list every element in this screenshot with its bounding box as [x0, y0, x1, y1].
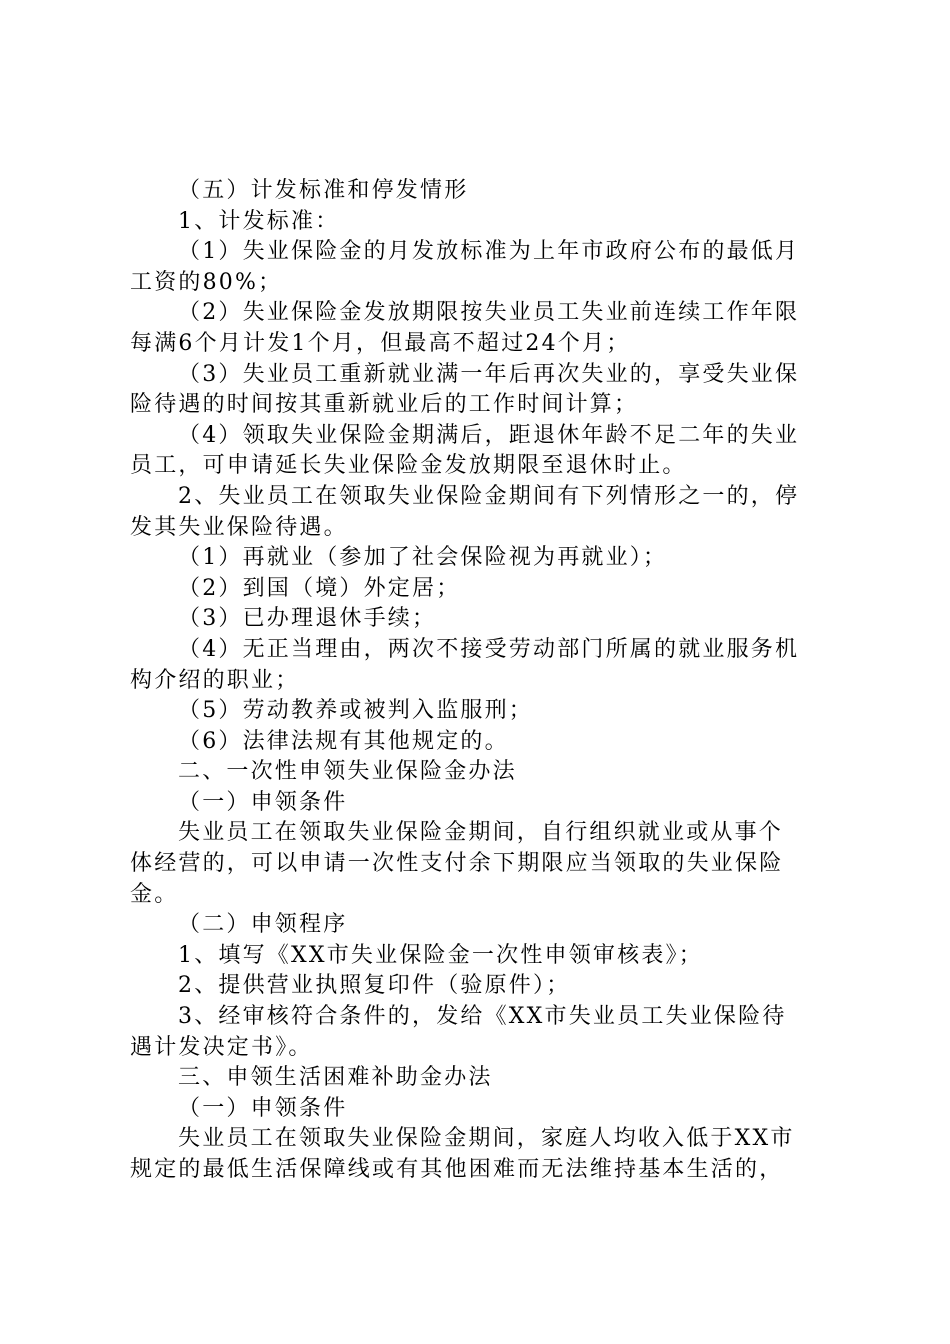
- document-line: 二、一次性申领失业保险金办法: [178, 759, 517, 785]
- document-line: 员工，可申请延长失业保险金发放期限至退休时止。: [130, 453, 687, 479]
- document-line: （1）再就业（参加了社会保险视为再就业）；: [178, 545, 668, 571]
- document-line: （一）申领条件: [178, 789, 348, 815]
- document-line: 1、填写《XX市失业保险金一次性申领审核表》；: [178, 942, 703, 968]
- document-line: 遇计发决定书》。: [130, 1034, 313, 1060]
- document-line: （3）已办理退休手续；: [178, 606, 437, 632]
- document-line: 失业员工在领取失业保险金期间，自行组织就业或从事个: [178, 820, 784, 846]
- document-line: 3、经审核符合条件的，发给《XX市失业员工失业保险待: [178, 1004, 787, 1030]
- document-line: （2）失业保险金发放期限按失业员工失业前连续工作年限: [178, 300, 800, 326]
- document-line: 规定的最低生活保障线或有其他困难而无法维持基本生活的，: [130, 1157, 784, 1182]
- document-line: 构介绍的职业；: [130, 667, 300, 693]
- document-line: 金。: [130, 881, 179, 907]
- document-body: [130, 176, 830, 1186]
- document-line: 每满6个月计发1个月，但最高不超过24个月；: [130, 330, 631, 356]
- document-line: （1）失业保险金的月发放标准为上年市政府公布的最低月: [178, 239, 800, 265]
- document-line: 工资的80%；: [130, 269, 283, 295]
- document-line: （五）计发标准和停发情形: [178, 178, 469, 203]
- document-line: 体经营的，可以申请一次性支付余下期限应当领取的失业保险: [130, 851, 784, 877]
- document-line: 发其失业保险待遇。: [130, 514, 348, 540]
- document-line: 险待遇的时间按其重新就业后的工作时间计算；: [130, 392, 639, 418]
- document-line: （6）法律法规有其他规定的。: [178, 728, 509, 754]
- document-line: 1、计发标准：: [178, 208, 340, 234]
- document-line: 失业员工在领取失业保险金期间，家庭人均收入低于XX市: [178, 1126, 795, 1152]
- document-line: （2）到国（境）外定居；: [178, 575, 461, 601]
- document-line: （4）领取失业保险金期满后，距退休年龄不足二年的失业: [178, 422, 800, 448]
- document-line: （二）申领程序: [178, 912, 348, 938]
- document-line: （4）无正当理由，两次不接受劳动部门所属的就业服务机: [178, 636, 800, 662]
- document-line: （5）劳动教养或被判入监服刑；: [178, 698, 533, 724]
- document-line: （3）失业员工重新就业满一年后再次失业的，享受失业保: [178, 361, 800, 387]
- document-line: （一）申领条件: [178, 1095, 348, 1121]
- document-line: 三、申领生活困难补助金办法: [178, 1065, 493, 1091]
- document-line: 2、失业员工在领取失业保险金期间有下列情形之一的，停: [178, 483, 800, 509]
- document-line: 2、提供营业执照复印件（验原件）；: [178, 973, 571, 999]
